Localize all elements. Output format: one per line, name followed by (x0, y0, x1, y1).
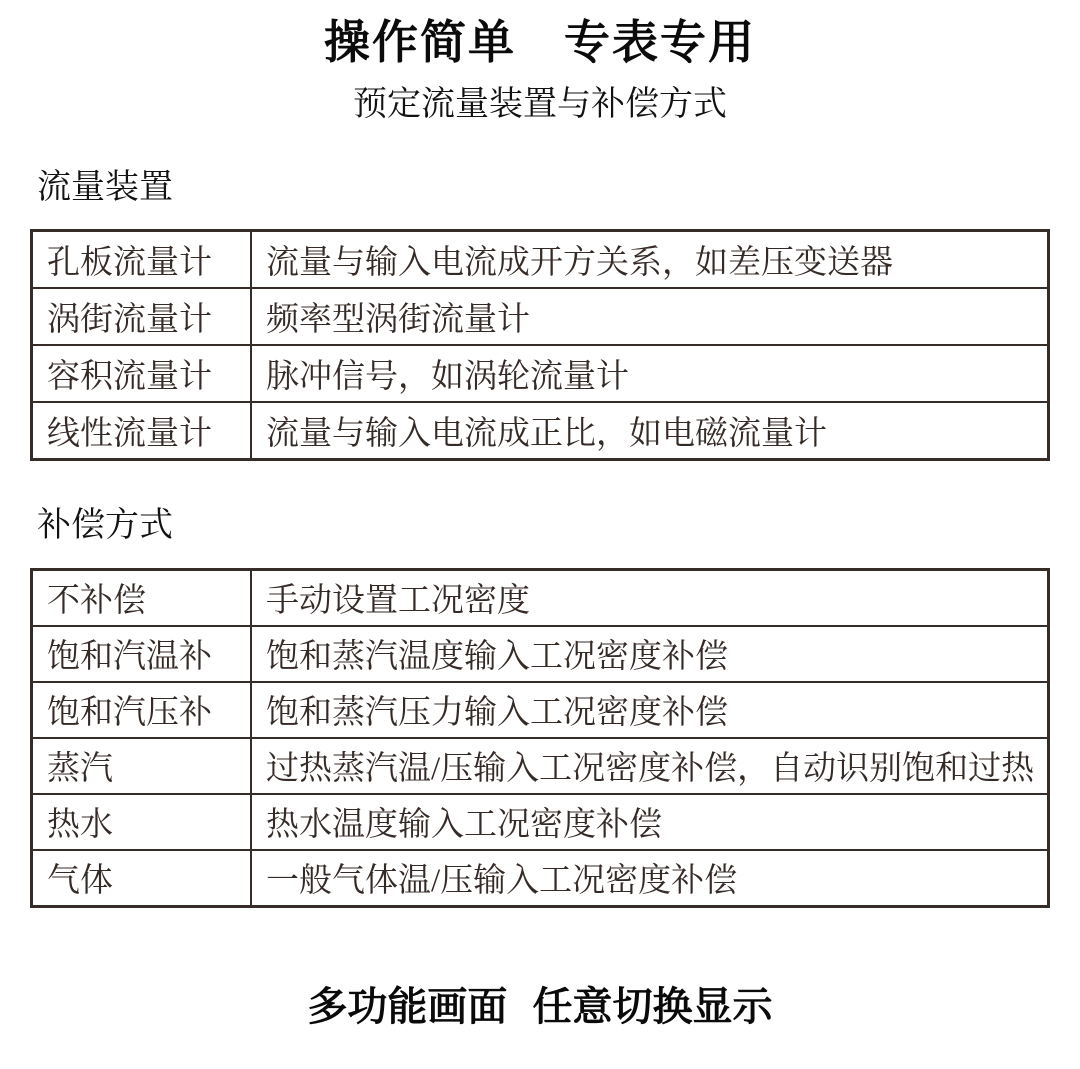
description-cell: 过热蒸汽温/压输入工况密度补偿，自动识别饱和过热 (251, 738, 1049, 794)
table-row (32, 288, 1049, 345)
term-cell: 孔板流量计 (32, 231, 252, 289)
description-cell: 手动设置工况密度 (251, 569, 1049, 626)
table-row (32, 231, 1049, 289)
table-row (32, 569, 1049, 626)
term-cell: 饱和汽压补 (32, 682, 252, 738)
compensation-modes-section (0, 507, 1080, 907)
term-cell: 容积流量计 (32, 345, 252, 402)
table-row (32, 850, 1049, 907)
flow-devices-table (30, 229, 1050, 461)
description-cell: 饱和蒸汽压力输入工况密度补偿 (251, 682, 1049, 738)
term-cell: 涡街流量计 (32, 288, 252, 345)
table-row (32, 402, 1049, 460)
term-cell: 饱和汽温补 (32, 626, 252, 682)
table-row (32, 682, 1049, 738)
description-cell: 流量与输入电流成正比，如电磁流量计 (251, 402, 1049, 460)
term-cell: 热水 (32, 794, 252, 850)
term-cell: 不补偿 (32, 569, 252, 626)
description-cell: 频率型涡街流量计 (251, 288, 1049, 345)
term-cell: 线性流量计 (32, 402, 252, 460)
table-row (32, 626, 1049, 682)
compensation-modes-heading: 补偿方式 (37, 506, 173, 545)
page-title: 操作简单 专表专用 (324, 16, 756, 68)
description-cell: 流量与输入电流成开方关系，如差压变送器 (251, 231, 1049, 289)
term-cell: 蒸汽 (32, 738, 252, 794)
table-row (32, 345, 1049, 402)
table-row (32, 794, 1049, 850)
footer-title: 多功能画面 任意切换显示 (307, 984, 773, 1029)
document-page (0, 18, 1080, 1030)
description-cell: 热水温度输入工况密度补偿 (251, 794, 1049, 850)
page-subtitle: 预定流量装置与补偿方式 (353, 85, 727, 124)
term-cell: 气体 (32, 850, 252, 907)
flow-devices-section (0, 169, 1080, 461)
description-cell: 脉冲信号，如涡轮流量计 (251, 345, 1049, 402)
flow-devices-heading: 流量装置 (37, 167, 173, 206)
description-cell: 一般气体温/压输入工况密度补偿 (251, 850, 1049, 907)
compensation-modes-table (30, 568, 1050, 908)
table-row (32, 738, 1049, 794)
description-cell: 饱和蒸汽温度输入工况密度补偿 (251, 626, 1049, 682)
